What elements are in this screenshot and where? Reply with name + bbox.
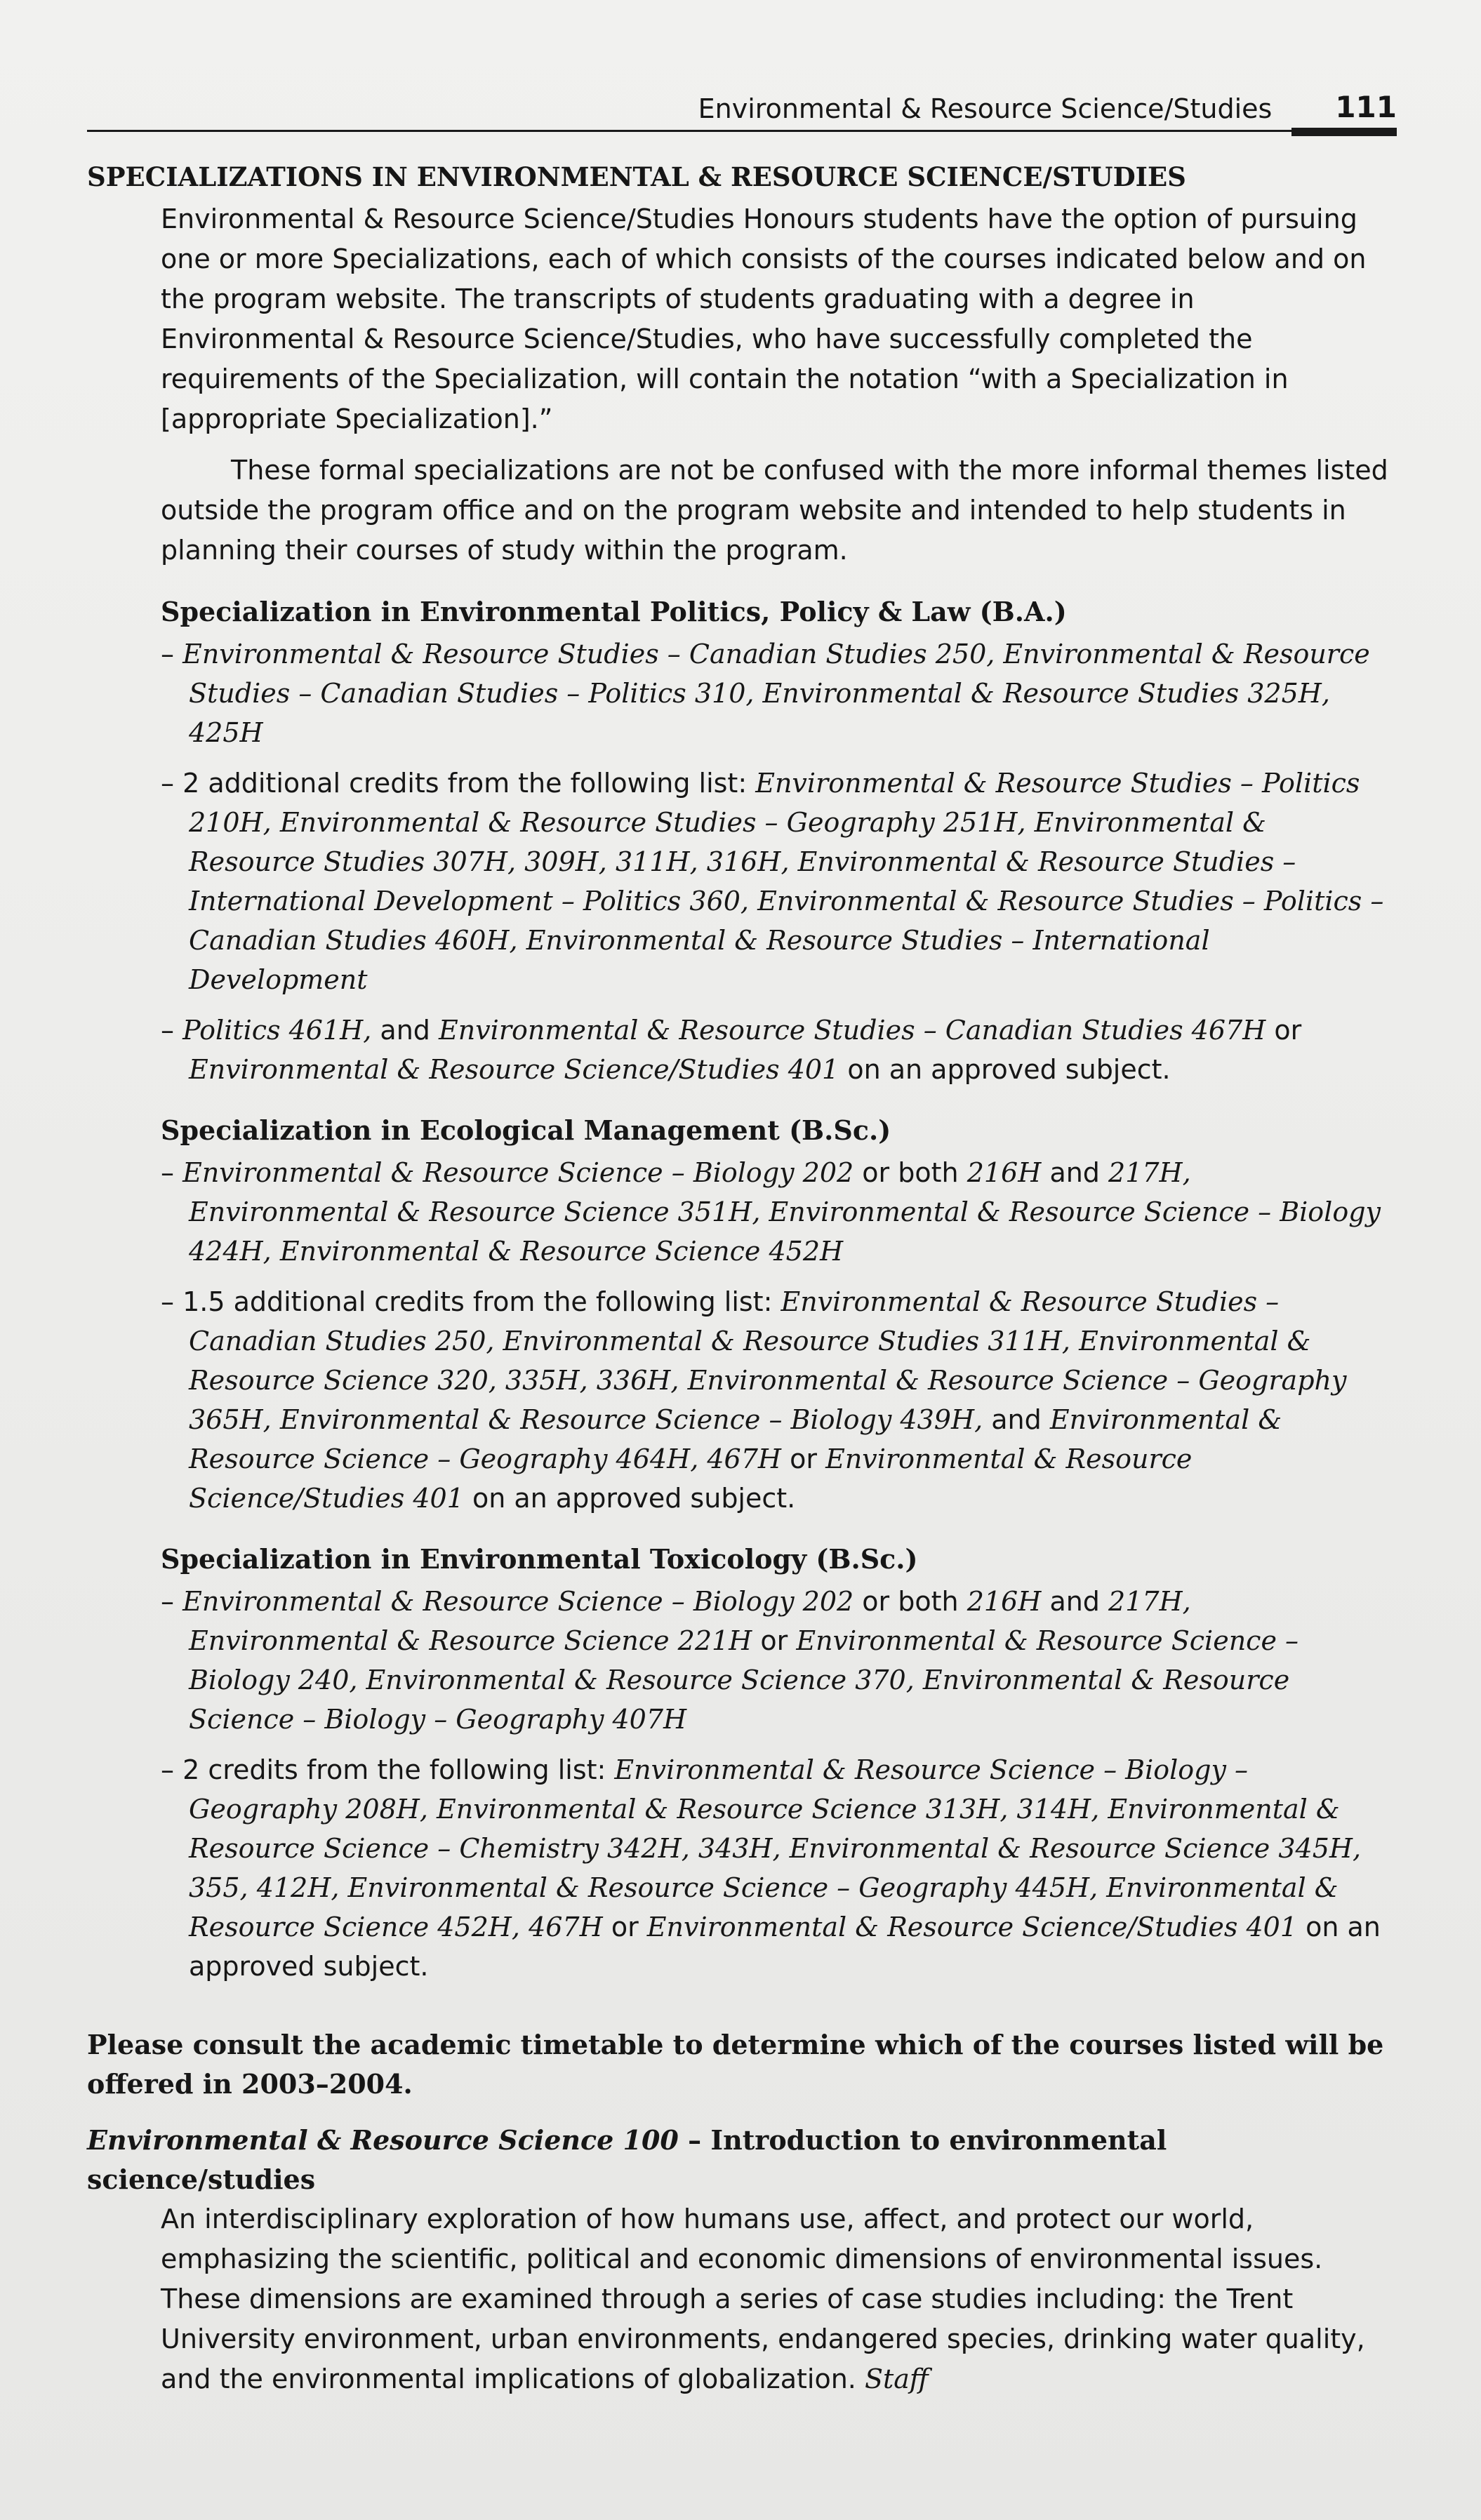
specialization-block [87,1114,1397,1518]
requirement-text: Environmental & Resource Science – Biology 202 [182,1157,854,1188]
requirement-text: and [371,1015,439,1046]
requirement-text: Environmental & Resource Studies – Canadian Studies 467H [439,1015,1266,1046]
requirement-text: or [752,1625,797,1656]
requirement-text: Politics 461H, [182,1015,372,1046]
requirement-item [161,1153,1397,1271]
requirement-item [161,634,1397,752]
intro-paragraph-2: These formal specializations are not be confused with the more informal themes listed outside the program office and on the program website and intended to help students in planning their courses of study within the program. [161,455,1388,566]
main-content [87,161,1397,2399]
specializations-list [87,596,1397,1986]
course-description [161,2199,1397,2399]
course-entry [87,2121,1397,2399]
requirement-text: or [602,1912,647,1942]
requirement-text: Environmental & Resource Studies – Canadian Studies 250, Environmental & Resource Studies 311H, Environmental & Resource Science 320, 335H, 336H, Environmental & Resource Science – Geography 365H, Environmental & Resource Science – Biology 439H, [189,1286,1347,1435]
requirement-item [161,1011,1397,1089]
requirement-item [161,764,1397,999]
requirement-text: 217H, Environmental & Resource Science 221H [189,1586,1191,1656]
requirement-text: Environmental & Resource Science/Studies 401 [189,1444,1193,1514]
intro-paragraph-1: Environmental & Resource Science/Studies Honours students have the option of pursuing one or more Specializations, each of which consists of the courses indicated below and on the program website. The transcripts of students graduating with a degree in Environmental & Resource Science/Studies, who have successfully completed the requirements of the Specialization, will contain the notation “with a Specialization in [appropriate Specialization].” [161,204,1367,434]
requirement-item [161,1582,1397,1739]
requirement-text: – [161,1586,183,1617]
requirement-text: Environmental & Resource Science – Biology 240, Environmental & Resource Science 370, Environmental & Resource Science – Biology – Geography 407H [189,1625,1299,1735]
requirement-text: on an approved subject. [839,1054,1171,1085]
course-title [87,2121,1397,2199]
requirement-text: on an approved subject. [463,1483,796,1514]
requirement-text: – [161,1157,183,1188]
specialization-title: Specialization in Environmental Toxicology (B.Sc.) [161,1543,918,1575]
course-description-text: An interdisciplinary exploration of how humans use, affect, and protect our world, emphasizing the scientific, political and economic dimensions of environmental issues. These dimensions are examined through a series of case studies including: the Trent University environment, urban environments, endangered species, drinking water quality, and the environmental implications of globalization. [161,2204,1365,2394]
requirement-text: – 2 credits from the following list: [161,1754,615,1785]
requirement-text: or both [854,1157,967,1188]
requirement-text: – [161,639,183,669]
requirement-text: Environmental & Resource Science/Studies 401 [189,1054,839,1085]
requirement-item [161,1282,1397,1518]
requirement-text: on an approved subject. [189,1912,1381,1982]
running-header [87,69,1397,132]
requirement-text: Environmental & Resource Science – Biology – Geography 208H, Environmental & Resource Science 313H, 314H, Environmental & Resource Science – Chemistry 342H, 343H, Environmental & Resource Science 345H, 355, 412H, Environmental & Resource Science – Geography 445H, Environmental & Resource Science 452H, 467H [189,1754,1362,1942]
requirement-text: Environmental & Resource Science – Geography 464H, 467H [189,1404,1282,1474]
page-number: 111 [1335,90,1397,124]
course-code: Environmental & Resource Science 100 [87,2124,679,2156]
requirement-text: or [1266,1015,1302,1046]
header-title: Environmental & Resource Science/Studies [698,93,1273,124]
timetable-notice: Please consult the academic timetable to determine which of the courses listed will be offered in 2003–2004. [87,2029,1384,2100]
requirement-text: and [1041,1586,1109,1617]
requirement-text: and [983,1404,1050,1435]
requirement-text: Environmental & Resource Studies – Politics 210H, Environmental & Resource Studies – Geography 251H, Environmental & Resource Studies 307H, 309H, 311H, 316H, Environmental & Resource Studies – International Development – Politics 360, Environmental & Resource Studies – Politics – Canadian Studies 460H, Environmental & Resource Studies – International Development [189,768,1384,995]
section-heading: SPECIALIZATIONS IN ENVIRONMENTAL & RESOURCE SCIENCE/STUDIES [87,161,1186,192]
requirement-text: Environmental & Resource Science – Biology 202 [182,1586,854,1617]
course-name: Introduction to environmental science/studies [87,2124,1167,2195]
requirement-text: and [1041,1157,1109,1188]
course-separator: – [678,2124,711,2156]
requirement-text: or [781,1444,826,1474]
requirement-text: 216H [967,1157,1042,1188]
requirement-text: – 2 additional credits from the following list: [161,768,756,799]
requirement-text: – [161,1015,183,1046]
specialization-title: Specialization in Environmental Politics, Policy & Law (B.A.) [161,596,1067,627]
course-instructor: Staff [864,2364,929,2394]
requirement-text: – 1.5 additional credits from the following list: [161,1286,781,1317]
specialization-title: Specialization in Ecological Management (B.Sc.) [161,1114,891,1146]
specialization-block [87,596,1397,1089]
header-rule-accent [1291,128,1397,136]
requirement-text: Environmental & Resource Studies – Canadian Studies 250, Environmental & Resource Studies – Canadian Studies – Politics 310, Environmental & Resource Studies 325H, 425H [182,639,1370,748]
requirement-text: 216H [967,1586,1042,1617]
requirement-text: 217H, Environmental & Resource Science 351H, Environmental & Resource Science – Biology 424H, Environmental & Resource Science 452H [189,1157,1381,1267]
specialization-block [87,1543,1397,1986]
requirement-text: Environmental & Resource Science/Studies 401 [646,1912,1298,1942]
requirement-item [161,1750,1397,1986]
requirement-text: or both [854,1586,967,1617]
